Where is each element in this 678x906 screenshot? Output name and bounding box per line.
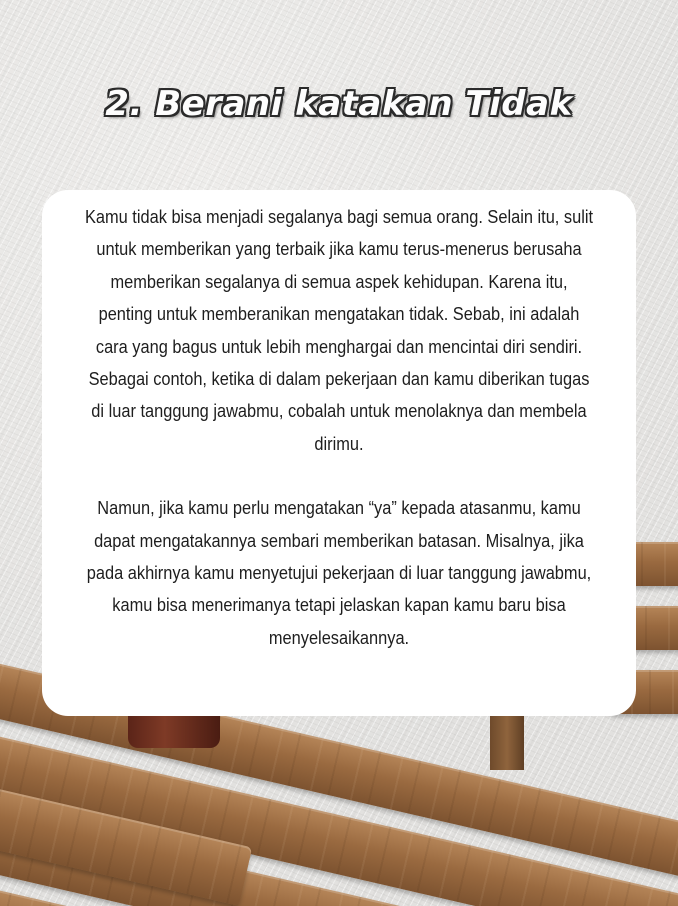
- paragraph-1: Kamu tidak bisa menjadi segalanya bagi semua orang. Selain itu, sulit untuk memberikan yang terbaik jika kamu terus-menerus berusaha memberikan segalanya di semua aspek kehidupan. Karena itu, penting untuk memberanikan mengatakan tidak. Sebab, ini adalah cara yang bagus untuk lebih menghargai dan mencintai diri sendiri. Sebagai contoh, ketika di dalam pekerjaan dan kamu diberikan tugas di luar tanggung jawabmu, cobalah untuk menolaknya dan membela dirimu.: [84, 207, 594, 454]
- text-card: [42, 190, 636, 716]
- post-heading: 2. Berani katakan Tidak: [105, 84, 573, 124]
- paragraph-2: Namun, jika kamu perlu mengatakan “ya” kepada atasanmu, kamu dapat mengatakannya sembari memberikan batasan. Misalnya, jika pada akhirnya kamu menyetujui pekerjaan di luar tanggung jawabmu, kamu bisa menerimanya tetapi jelaskan kapan kamu baru bisa menyelesaikannya.: [86, 498, 592, 648]
